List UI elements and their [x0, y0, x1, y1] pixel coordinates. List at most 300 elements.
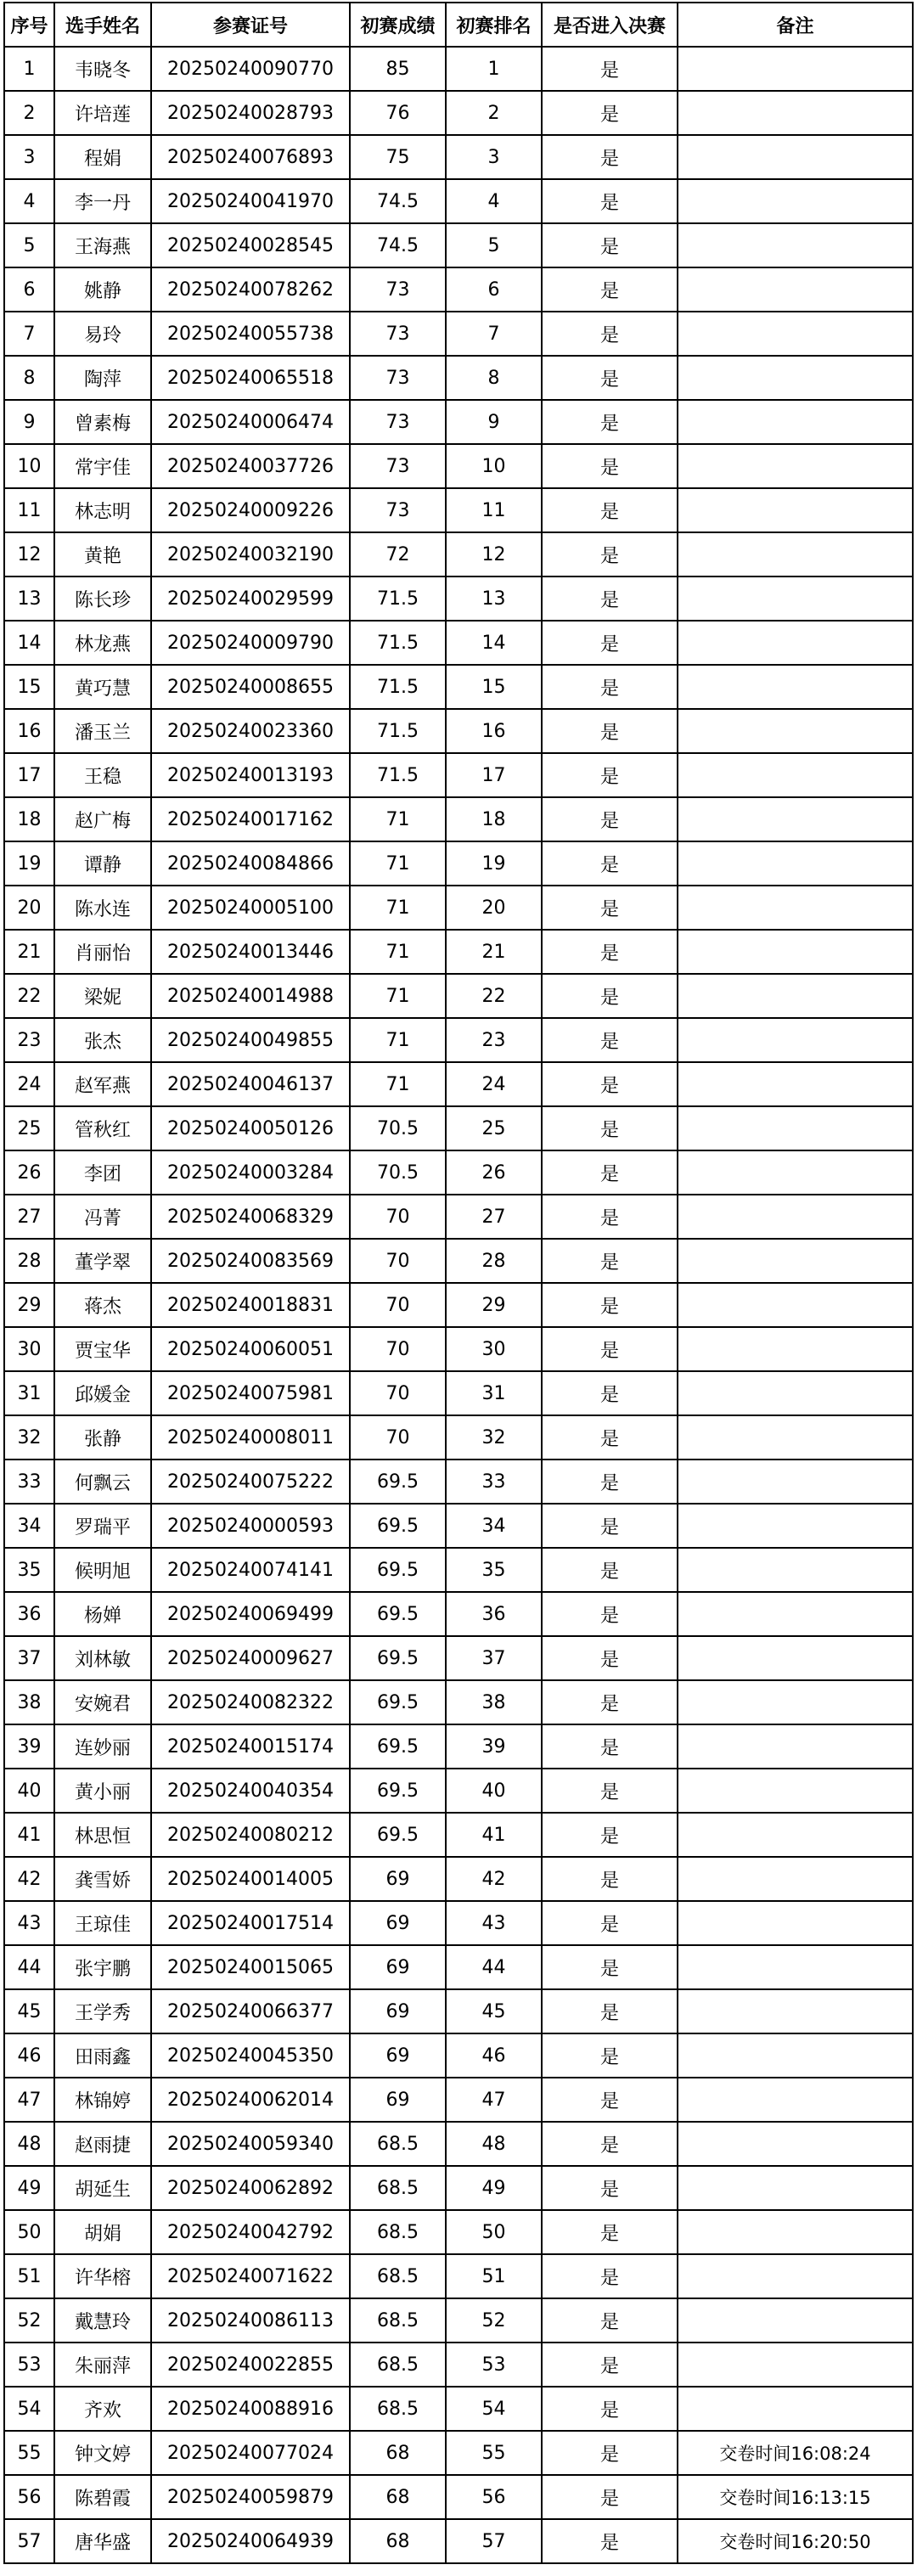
cell-note [678, 444, 913, 488]
cell-note [678, 1327, 913, 1371]
cell-score: 69.5 [350, 1813, 446, 1857]
cell-rank: 42 [446, 1857, 542, 1901]
cell-rank: 46 [446, 2033, 542, 2078]
cell-id: 20250240069499 [151, 1592, 350, 1636]
cell-note [678, 356, 913, 400]
cell-name: 刘林敏 [54, 1636, 151, 1680]
cell-name: 董学翠 [54, 1239, 151, 1283]
cell-finalist: 是 [542, 577, 678, 621]
cell-note [678, 1857, 913, 1901]
cell-note [678, 1239, 913, 1283]
cell-note: 交卷时间16:20:50 [678, 2519, 913, 2563]
cell-name: 黄巧慧 [54, 665, 151, 709]
cell-finalist: 是 [542, 2475, 678, 2519]
cell-note [678, 312, 913, 356]
cell-note [678, 135, 913, 179]
cell-note [678, 1415, 913, 1460]
cell-note [678, 2122, 913, 2166]
table-row [4, 1813, 913, 1857]
cell-finalist: 是 [542, 1857, 678, 1901]
cell-index: 13 [4, 577, 54, 621]
cell-score: 68.5 [350, 2254, 446, 2298]
cell-note [678, 1989, 913, 2033]
table-row [4, 1106, 913, 1150]
cell-name: 姚静 [54, 267, 151, 312]
table-row [4, 1901, 913, 1945]
cell-rank: 28 [446, 1239, 542, 1283]
cell-note [678, 1724, 913, 1769]
cell-finalist: 是 [542, 488, 678, 532]
cell-rank: 19 [446, 841, 542, 886]
cell-finalist: 是 [542, 1106, 678, 1150]
cell-name: 罗瑞平 [54, 1504, 151, 1548]
cell-finalist: 是 [542, 1460, 678, 1504]
cell-score: 70.5 [350, 1106, 446, 1150]
cell-score: 71 [350, 1062, 446, 1106]
cell-index: 29 [4, 1283, 54, 1327]
table-row [4, 135, 913, 179]
cell-note [678, 1636, 913, 1680]
table-row [4, 2122, 913, 2166]
cell-note [678, 1945, 913, 1989]
cell-note [678, 665, 913, 709]
cell-index: 5 [4, 223, 54, 267]
cell-note [678, 930, 913, 974]
cell-finalist: 是 [542, 753, 678, 797]
cell-id: 20250240009226 [151, 488, 350, 532]
table-row [4, 1062, 913, 1106]
cell-score: 71.5 [350, 665, 446, 709]
cell-index: 49 [4, 2166, 54, 2210]
cell-rank: 35 [446, 1548, 542, 1592]
table-row [4, 312, 913, 356]
table-row [4, 2298, 913, 2343]
cell-id: 20250240003284 [151, 1150, 350, 1195]
cell-rank: 9 [446, 400, 542, 444]
cell-finalist: 是 [542, 444, 678, 488]
cell-rank: 38 [446, 1680, 542, 1724]
cell-score: 68 [350, 2431, 446, 2475]
cell-finalist: 是 [542, 1989, 678, 2033]
table-row [4, 1371, 913, 1415]
cell-note [678, 709, 913, 753]
cell-rank: 44 [446, 1945, 542, 1989]
cell-name: 潘玉兰 [54, 709, 151, 753]
table-row [4, 400, 913, 444]
table-row [4, 267, 913, 312]
cell-rank: 40 [446, 1769, 542, 1813]
table-row [4, 621, 913, 665]
cell-rank: 11 [446, 488, 542, 532]
cell-index: 45 [4, 1989, 54, 2033]
cell-finalist: 是 [542, 1945, 678, 1989]
table-row [4, 223, 913, 267]
cell-name: 黄艳 [54, 532, 151, 577]
cell-note [678, 1195, 913, 1239]
cell-score: 73 [350, 356, 446, 400]
table-row [4, 1150, 913, 1195]
cell-index: 35 [4, 1548, 54, 1592]
cell-note [678, 400, 913, 444]
cell-finalist: 是 [542, 312, 678, 356]
cell-id: 20250240075981 [151, 1371, 350, 1415]
cell-rank: 55 [446, 2431, 542, 2475]
cell-rank: 6 [446, 267, 542, 312]
cell-note [678, 841, 913, 886]
table-row [4, 1548, 913, 1592]
cell-name: 陈碧霞 [54, 2475, 151, 2519]
cell-name: 赵军燕 [54, 1062, 151, 1106]
cell-id: 20250240074141 [151, 1548, 350, 1592]
cell-score: 71.5 [350, 621, 446, 665]
cell-note: 交卷时间16:13:15 [678, 2475, 913, 2519]
cell-index: 32 [4, 1415, 54, 1460]
cell-note [678, 91, 913, 135]
cell-name: 冯菁 [54, 1195, 151, 1239]
cell-id: 20250240059879 [151, 2475, 350, 2519]
cell-note [678, 47, 913, 91]
cell-finalist: 是 [542, 400, 678, 444]
cell-id: 20250240055738 [151, 312, 350, 356]
cell-rank: 52 [446, 2298, 542, 2343]
cell-note [678, 797, 913, 841]
cell-rank: 32 [446, 1415, 542, 1460]
cell-score: 68.5 [350, 2122, 446, 2166]
cell-note [678, 1813, 913, 1857]
header-id: 参赛证号 [151, 3, 350, 47]
cell-id: 20250240083569 [151, 1239, 350, 1283]
cell-finalist: 是 [542, 267, 678, 312]
cell-score: 69.5 [350, 1724, 446, 1769]
cell-id: 20250240014005 [151, 1857, 350, 1901]
cell-note [678, 1460, 913, 1504]
table-row [4, 532, 913, 577]
cell-id: 20250240050126 [151, 1106, 350, 1150]
cell-rank: 4 [446, 179, 542, 223]
cell-index: 20 [4, 886, 54, 930]
cell-index: 11 [4, 488, 54, 532]
cell-index: 7 [4, 312, 54, 356]
cell-rank: 10 [446, 444, 542, 488]
cell-name: 唐华盛 [54, 2519, 151, 2563]
cell-score: 70 [350, 1327, 446, 1371]
table-row [4, 1989, 913, 2033]
cell-score: 69 [350, 2033, 446, 2078]
table-row [4, 2210, 913, 2254]
table-row [4, 1327, 913, 1371]
cell-finalist: 是 [542, 2122, 678, 2166]
cell-name: 林志明 [54, 488, 151, 532]
cell-finalist: 是 [542, 1548, 678, 1592]
cell-score: 68.5 [350, 2298, 446, 2343]
cell-note [678, 1769, 913, 1813]
table-row [4, 1239, 913, 1283]
cell-note [678, 2210, 913, 2254]
table-row [4, 2254, 913, 2298]
table-row [4, 665, 913, 709]
cell-rank: 48 [446, 2122, 542, 2166]
cell-finalist: 是 [542, 1504, 678, 1548]
cell-score: 75 [350, 135, 446, 179]
cell-index: 14 [4, 621, 54, 665]
cell-id: 20250240018831 [151, 1283, 350, 1327]
cell-name: 谭静 [54, 841, 151, 886]
table-row [4, 797, 913, 841]
cell-score: 69.5 [350, 1548, 446, 1592]
cell-name: 安婉君 [54, 1680, 151, 1724]
cell-name: 贾宝华 [54, 1327, 151, 1371]
cell-finalist: 是 [542, 1018, 678, 1062]
cell-id: 20250240088916 [151, 2387, 350, 2431]
cell-id: 20250240022855 [151, 2343, 350, 2387]
cell-rank: 1 [446, 47, 542, 91]
cell-note [678, 488, 913, 532]
cell-name: 朱丽萍 [54, 2343, 151, 2387]
cell-note [678, 621, 913, 665]
cell-finalist: 是 [542, 2519, 678, 2563]
cell-finalist: 是 [542, 1769, 678, 1813]
cell-score: 69 [350, 1989, 446, 2033]
cell-rank: 47 [446, 2078, 542, 2122]
cell-score: 69 [350, 1945, 446, 1989]
cell-finalist: 是 [542, 1901, 678, 1945]
header-row [4, 3, 913, 47]
cell-rank: 30 [446, 1327, 542, 1371]
table-row [4, 356, 913, 400]
cell-index: 12 [4, 532, 54, 577]
cell-index: 4 [4, 179, 54, 223]
cell-rank: 24 [446, 1062, 542, 1106]
cell-score: 69.5 [350, 1460, 446, 1504]
cell-finalist: 是 [542, 1283, 678, 1327]
cell-name: 胡延生 [54, 2166, 151, 2210]
table-row [4, 2431, 913, 2475]
cell-note [678, 2254, 913, 2298]
cell-index: 8 [4, 356, 54, 400]
cell-name: 王稳 [54, 753, 151, 797]
cell-id: 20250240023360 [151, 709, 350, 753]
cell-rank: 7 [446, 312, 542, 356]
cell-rank: 5 [446, 223, 542, 267]
cell-name: 王琼佳 [54, 1901, 151, 1945]
cell-note [678, 1548, 913, 1592]
cell-name: 赵雨捷 [54, 2122, 151, 2166]
table-row [4, 47, 913, 91]
cell-rank: 18 [446, 797, 542, 841]
cell-score: 73 [350, 488, 446, 532]
cell-name: 连妙丽 [54, 1724, 151, 1769]
cell-index: 27 [4, 1195, 54, 1239]
cell-index: 52 [4, 2298, 54, 2343]
table-row [4, 2166, 913, 2210]
table-row [4, 886, 913, 930]
cell-index: 41 [4, 1813, 54, 1857]
cell-index: 46 [4, 2033, 54, 2078]
cell-index: 16 [4, 709, 54, 753]
cell-name: 赵广梅 [54, 797, 151, 841]
cell-name: 王海燕 [54, 223, 151, 267]
cell-score: 72 [350, 532, 446, 577]
cell-id: 20250240049855 [151, 1018, 350, 1062]
cell-name: 常宇佳 [54, 444, 151, 488]
table-row [4, 179, 913, 223]
cell-note [678, 1062, 913, 1106]
cell-id: 20250240000593 [151, 1504, 350, 1548]
cell-rank: 23 [446, 1018, 542, 1062]
cell-note [678, 577, 913, 621]
cell-index: 37 [4, 1636, 54, 1680]
table-row [4, 577, 913, 621]
cell-name: 黄小丽 [54, 1769, 151, 1813]
cell-finalist: 是 [542, 1592, 678, 1636]
cell-index: 18 [4, 797, 54, 841]
table-row [4, 974, 913, 1018]
header-rank: 初赛排名 [446, 3, 542, 47]
cell-name: 张宇鹏 [54, 1945, 151, 1989]
table-row [4, 1018, 913, 1062]
cell-id: 20250240042792 [151, 2210, 350, 2254]
cell-finalist: 是 [542, 841, 678, 886]
cell-index: 47 [4, 2078, 54, 2122]
cell-rank: 37 [446, 1636, 542, 1680]
cell-rank: 49 [446, 2166, 542, 2210]
cell-score: 74.5 [350, 179, 446, 223]
table-row [4, 91, 913, 135]
cell-id: 20250240060051 [151, 1327, 350, 1371]
cell-note: 交卷时间16:08:24 [678, 2431, 913, 2475]
cell-name: 邱媛金 [54, 1371, 151, 1415]
cell-note [678, 2078, 913, 2122]
cell-id: 20250240062892 [151, 2166, 350, 2210]
cell-id: 20250240014988 [151, 974, 350, 1018]
cell-note [678, 223, 913, 267]
cell-note [678, 1018, 913, 1062]
cell-finalist: 是 [542, 930, 678, 974]
cell-rank: 33 [446, 1460, 542, 1504]
cell-rank: 21 [446, 930, 542, 974]
table-row [4, 1769, 913, 1813]
cell-index: 57 [4, 2519, 54, 2563]
header-score: 初赛成绩 [350, 3, 446, 47]
cell-id: 20250240071622 [151, 2254, 350, 2298]
cell-name: 王学秀 [54, 1989, 151, 2033]
cell-name: 李团 [54, 1150, 151, 1195]
cell-rank: 54 [446, 2387, 542, 2431]
cell-index: 56 [4, 2475, 54, 2519]
cell-rank: 22 [446, 974, 542, 1018]
cell-finalist: 是 [542, 621, 678, 665]
cell-finalist: 是 [542, 532, 678, 577]
cell-name: 管秋红 [54, 1106, 151, 1150]
cell-rank: 39 [446, 1724, 542, 1769]
cell-note [678, 2298, 913, 2343]
table-row [4, 1415, 913, 1460]
cell-rank: 13 [446, 577, 542, 621]
cell-name: 田雨鑫 [54, 2033, 151, 2078]
cell-name: 候明旭 [54, 1548, 151, 1592]
cell-id: 20250240028545 [151, 223, 350, 267]
cell-index: 33 [4, 1460, 54, 1504]
cell-name: 齐欢 [54, 2387, 151, 2431]
cell-note [678, 179, 913, 223]
cell-note [678, 1371, 913, 1415]
cell-finalist: 是 [542, 1813, 678, 1857]
cell-rank: 53 [446, 2343, 542, 2387]
cell-name: 蒋杰 [54, 1283, 151, 1327]
cell-id: 20250240015174 [151, 1724, 350, 1769]
cell-id: 20250240040354 [151, 1769, 350, 1813]
cell-index: 42 [4, 1857, 54, 1901]
cell-index: 17 [4, 753, 54, 797]
cell-name: 梁妮 [54, 974, 151, 1018]
cell-finalist: 是 [542, 1150, 678, 1195]
cell-finalist: 是 [542, 665, 678, 709]
table-row [4, 2078, 913, 2122]
cell-rank: 8 [446, 356, 542, 400]
cell-name: 林锦婷 [54, 2078, 151, 2122]
cell-id: 20250240028793 [151, 91, 350, 135]
cell-note [678, 1592, 913, 1636]
cell-finalist: 是 [542, 91, 678, 135]
table-row [4, 1283, 913, 1327]
cell-index: 2 [4, 91, 54, 135]
cell-note [678, 753, 913, 797]
cell-index: 10 [4, 444, 54, 488]
results-table [3, 2, 914, 2564]
cell-score: 73 [350, 444, 446, 488]
cell-index: 31 [4, 1371, 54, 1415]
cell-rank: 27 [446, 1195, 542, 1239]
cell-rank: 15 [446, 665, 542, 709]
cell-id: 20250240029599 [151, 577, 350, 621]
cell-id: 20250240065518 [151, 356, 350, 400]
cell-id: 20250240076893 [151, 135, 350, 179]
cell-id: 20250240082322 [151, 1680, 350, 1724]
cell-index: 51 [4, 2254, 54, 2298]
cell-score: 69 [350, 2078, 446, 2122]
table-row [4, 1504, 913, 1548]
cell-note [678, 1106, 913, 1150]
header-finalist: 是否进入决赛 [542, 3, 678, 47]
table-row [4, 753, 913, 797]
cell-finalist: 是 [542, 1327, 678, 1371]
cell-id: 20250240062014 [151, 2078, 350, 2122]
cell-id: 20250240045350 [151, 2033, 350, 2078]
cell-rank: 3 [446, 135, 542, 179]
cell-score: 73 [350, 400, 446, 444]
cell-finalist: 是 [542, 1371, 678, 1415]
cell-finalist: 是 [542, 1680, 678, 1724]
cell-id: 20250240068329 [151, 1195, 350, 1239]
cell-score: 68.5 [350, 2343, 446, 2387]
cell-score: 70 [350, 1415, 446, 1460]
cell-name: 许华榕 [54, 2254, 151, 2298]
cell-index: 48 [4, 2122, 54, 2166]
cell-index: 43 [4, 1901, 54, 1945]
cell-note [678, 1504, 913, 1548]
cell-name: 张杰 [54, 1018, 151, 1062]
table-row [4, 1945, 913, 1989]
cell-finalist: 是 [542, 2298, 678, 2343]
cell-finalist: 是 [542, 709, 678, 753]
cell-note [678, 2033, 913, 2078]
cell-rank: 25 [446, 1106, 542, 1150]
cell-name: 何飘云 [54, 1460, 151, 1504]
cell-name: 杨婵 [54, 1592, 151, 1636]
cell-finalist: 是 [542, 2033, 678, 2078]
cell-index: 19 [4, 841, 54, 886]
cell-score: 71.5 [350, 577, 446, 621]
